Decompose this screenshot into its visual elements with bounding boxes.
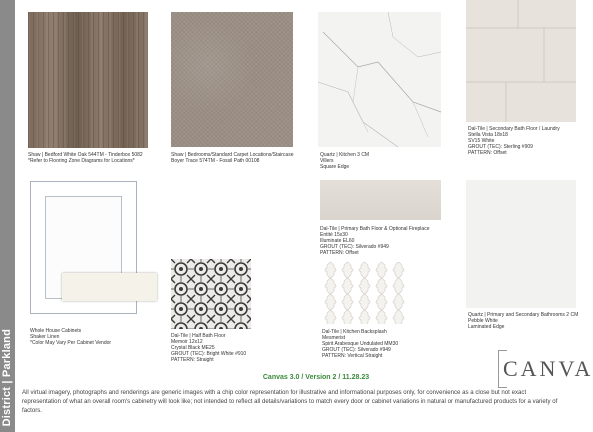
pebble-white-swatch bbox=[466, 180, 576, 308]
tile-grout-lines bbox=[466, 0, 576, 122]
caption-line: GROUT (TEC): Silverado #949 bbox=[322, 347, 391, 353]
caption-line: Square Edge bbox=[320, 164, 350, 170]
caption-line: *Refer to Flooring Zone Diagrams for Locations* bbox=[28, 158, 135, 164]
version-label: Canvas 3.0 / Version 2 / 11.28.23 bbox=[262, 374, 370, 381]
caption-line: Shaw | Bedford White Oak 544TM - Tinderbox 5082 bbox=[28, 152, 143, 158]
canvas-logo bbox=[498, 350, 593, 386]
half-bath-tile-swatch bbox=[171, 259, 251, 329]
primary-bath-caption bbox=[320, 226, 429, 256]
caption-line: *Color May Vary Per Cabinet Vendor bbox=[30, 340, 112, 346]
caption-line: Pebble White bbox=[468, 318, 498, 324]
caption-line: Quartz | Kitchen 3 CM bbox=[320, 152, 370, 158]
caption-line: SV15 White bbox=[468, 138, 495, 144]
cabinets-caption bbox=[30, 328, 111, 346]
caption-line: Spirit Arabesque Undulated MM30 bbox=[322, 341, 399, 347]
caption-line: Shaw | Bedrooms/Standard Carpet Locations/Staircase bbox=[171, 152, 294, 158]
wood-floor-swatch bbox=[28, 12, 148, 148]
backsplash-tile-swatch bbox=[322, 262, 407, 324]
marble-veins bbox=[318, 12, 441, 147]
half-bath-caption bbox=[171, 333, 246, 363]
secondary-bath-caption bbox=[468, 126, 560, 156]
caption-line: Dal-Tile | Kitchen Backsplash bbox=[322, 329, 387, 335]
caption-line: Mesmerist bbox=[322, 335, 346, 341]
caption-line: GROUT (TEC): Silverado #949 bbox=[320, 244, 389, 250]
caption-line: PATTERN: Vertical Straight bbox=[322, 353, 383, 359]
caption-line: Boyer Trace 574TM - Fossil Path 00108 bbox=[171, 158, 260, 164]
caption-line: Quartz | Primary and Secondary Bathrooms 2 CM bbox=[468, 312, 579, 318]
disclaimer-text: All virtual imagery, photographs and renderings are generic images with a chip color representation for illustrative and informational purposes only, for convenience as a close but not exact representation of what an overall room's cabinetry will look like; not intended to reflect all details/variations to match every door or cabinet variations in natural or manufactured products for a variety of factors. bbox=[22, 389, 558, 414]
carpet-caption bbox=[171, 152, 293, 164]
caption-line: Memoir 12x12 bbox=[171, 339, 203, 345]
caption-line: PATTERN: Offset bbox=[320, 250, 359, 256]
sidebar bbox=[0, 0, 15, 432]
caption-line: Villers bbox=[320, 158, 334, 164]
caption-line: Crystal Black ME25 bbox=[171, 345, 215, 351]
caption-line: Laminated Edge bbox=[468, 324, 505, 330]
quartz-kitchen-caption bbox=[320, 152, 369, 170]
caption-line: GROUT (TEC): Bright White #910 bbox=[171, 351, 247, 357]
sidebar-title: District | Parkland bbox=[1, 328, 13, 426]
caption-line: Dal-Tile | Half Bath Floor bbox=[171, 333, 226, 339]
backsplash-caption bbox=[322, 329, 398, 359]
carpet-swatch bbox=[171, 12, 293, 147]
patterned-tile bbox=[171, 259, 251, 329]
caption-line: Illuminate EL60 bbox=[320, 238, 355, 244]
caption-line: GROUT (TEC): Sterling #909 bbox=[468, 144, 533, 150]
wood-floor-caption bbox=[28, 152, 143, 164]
quartz-kitchen-swatch bbox=[318, 12, 441, 147]
secondary-bath-tile-swatch bbox=[466, 0, 576, 122]
pebble-white-caption bbox=[468, 312, 578, 330]
logo-text: CANVA bbox=[503, 356, 593, 381]
caption-line: PATTERN: Straight bbox=[171, 357, 214, 363]
shaker-linen-swatch bbox=[62, 273, 157, 301]
caption-line: Dal-Tile | Secondary Bath Floor / Laundry bbox=[468, 126, 560, 132]
caption-line: Whole House Cabinets bbox=[30, 328, 82, 334]
primary-bath-tile-swatch bbox=[320, 180, 441, 220]
caption-line: Entité 15x30 bbox=[320, 232, 348, 238]
caption-line: Shaker Linen bbox=[30, 334, 60, 340]
caption-line: Dal-Tile | Primary Bath Floor & Optional Fireplace bbox=[320, 226, 430, 232]
caption-line: Stella Vista 18x18 bbox=[468, 132, 508, 138]
caption-line: PATTERN: Offset bbox=[468, 150, 507, 156]
arabesque-tile bbox=[322, 262, 407, 324]
